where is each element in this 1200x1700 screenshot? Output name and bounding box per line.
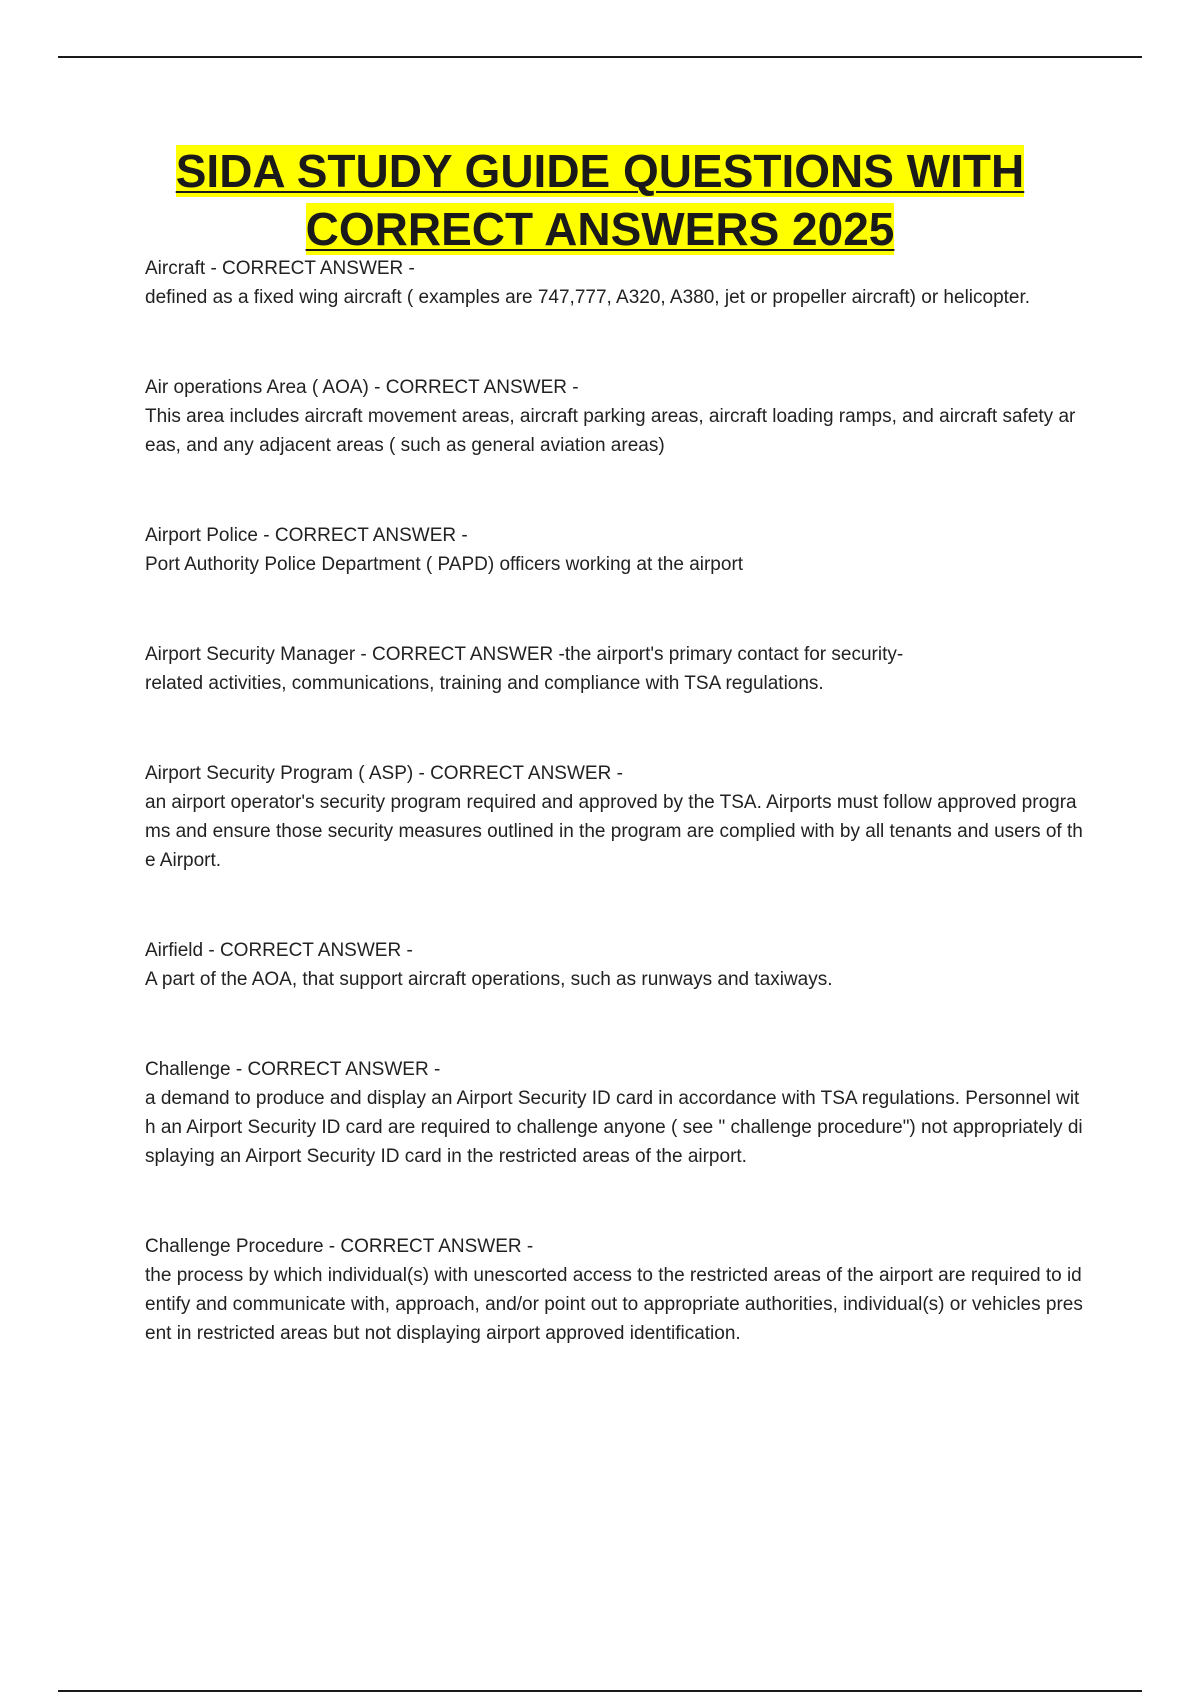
entry-term: Air operations Area ( AOA) - CORRECT ANSWER -: [145, 377, 579, 398]
entry-answer: related activities, communications, training and compliance with TSA regulations.: [145, 673, 824, 694]
entry-answer: defined as a fixed wing aircraft ( examples are 747,777, A320, A380, jet or propeller aircraft) or helicopter.: [145, 287, 1031, 308]
title-line-1: SIDA STUDY GUIDE QUESTIONS WITH: [175, 145, 1025, 197]
entry-spacer: [145, 1171, 1085, 1232]
entry-spacer: [145, 994, 1085, 1055]
entry-term: Airfield - CORRECT ANSWER -: [145, 940, 413, 961]
entry-answer: A part of the AOA, that support aircraft operations, such as runways and taxiways.: [145, 969, 833, 990]
entry-term: Airport Police - CORRECT ANSWER -: [145, 525, 468, 546]
top-divider: [58, 56, 1142, 58]
entry-air-operations-area: [145, 373, 1085, 460]
entry-airport-security-program: [145, 759, 1085, 875]
title-line-2: CORRECT ANSWERS 2025: [305, 203, 895, 255]
entry-term: Challenge - CORRECT ANSWER -: [145, 1059, 441, 1080]
entry-airport-police: [145, 521, 1085, 579]
entry-term: Challenge Procedure - CORRECT ANSWER -: [145, 1236, 534, 1257]
entry-airport-security-manager: [145, 640, 1085, 698]
entry-spacer: [145, 698, 1085, 759]
entry-term: Airport Security Program ( ASP) - CORRECT ANSWER -: [145, 763, 623, 784]
entry-list: [145, 254, 1085, 1348]
entry-challenge: [145, 1055, 1085, 1171]
entry-spacer: [145, 579, 1085, 640]
bottom-divider: [58, 1690, 1142, 1692]
entry-term: Aircraft - CORRECT ANSWER -: [145, 258, 415, 279]
entry-spacer: [145, 460, 1085, 521]
entry-answer: Port Authority Police Department ( PAPD) officers working at the airport: [145, 554, 744, 575]
document-title: [58, 142, 1142, 258]
entry-spacer: [145, 312, 1085, 373]
entry-answer: an airport operator's security program required and approved by the TSA. Airports must follow approved programs and ensure those security measures outlined in the program are complied with by all tenants and users of the Airport.: [145, 792, 1083, 871]
entry-term: Airport Security Manager - CORRECT ANSWER -the airport's primary contact for security-: [145, 644, 904, 665]
entry-spacer: [145, 875, 1085, 936]
entry-answer: a demand to produce and display an Airport Security ID card in accordance with TSA regulations. Personnel with an Airport Security ID card are required to challenge anyone ( see " challenge procedure") not appropriately displaying an Airport Security ID card in the restricted areas of the airport.: [145, 1088, 1083, 1167]
entry-challenge-procedure: [145, 1232, 1085, 1348]
entry-airfield: [145, 936, 1085, 994]
entry-answer: the process by which individual(s) with unescorted access to the restricted areas of the airport are required to identify and communicate with, approach, and/or point out to appropriate authorities, individual(s) or vehicles present in restricted areas but not displaying airport approved identification.: [145, 1265, 1083, 1344]
entry-answer: This area includes aircraft movement areas, aircraft parking areas, aircraft loading ramps, and aircraft safety areas, and any adjacent areas ( such as general aviation areas): [145, 406, 1076, 456]
entry-aircraft: [145, 254, 1085, 312]
